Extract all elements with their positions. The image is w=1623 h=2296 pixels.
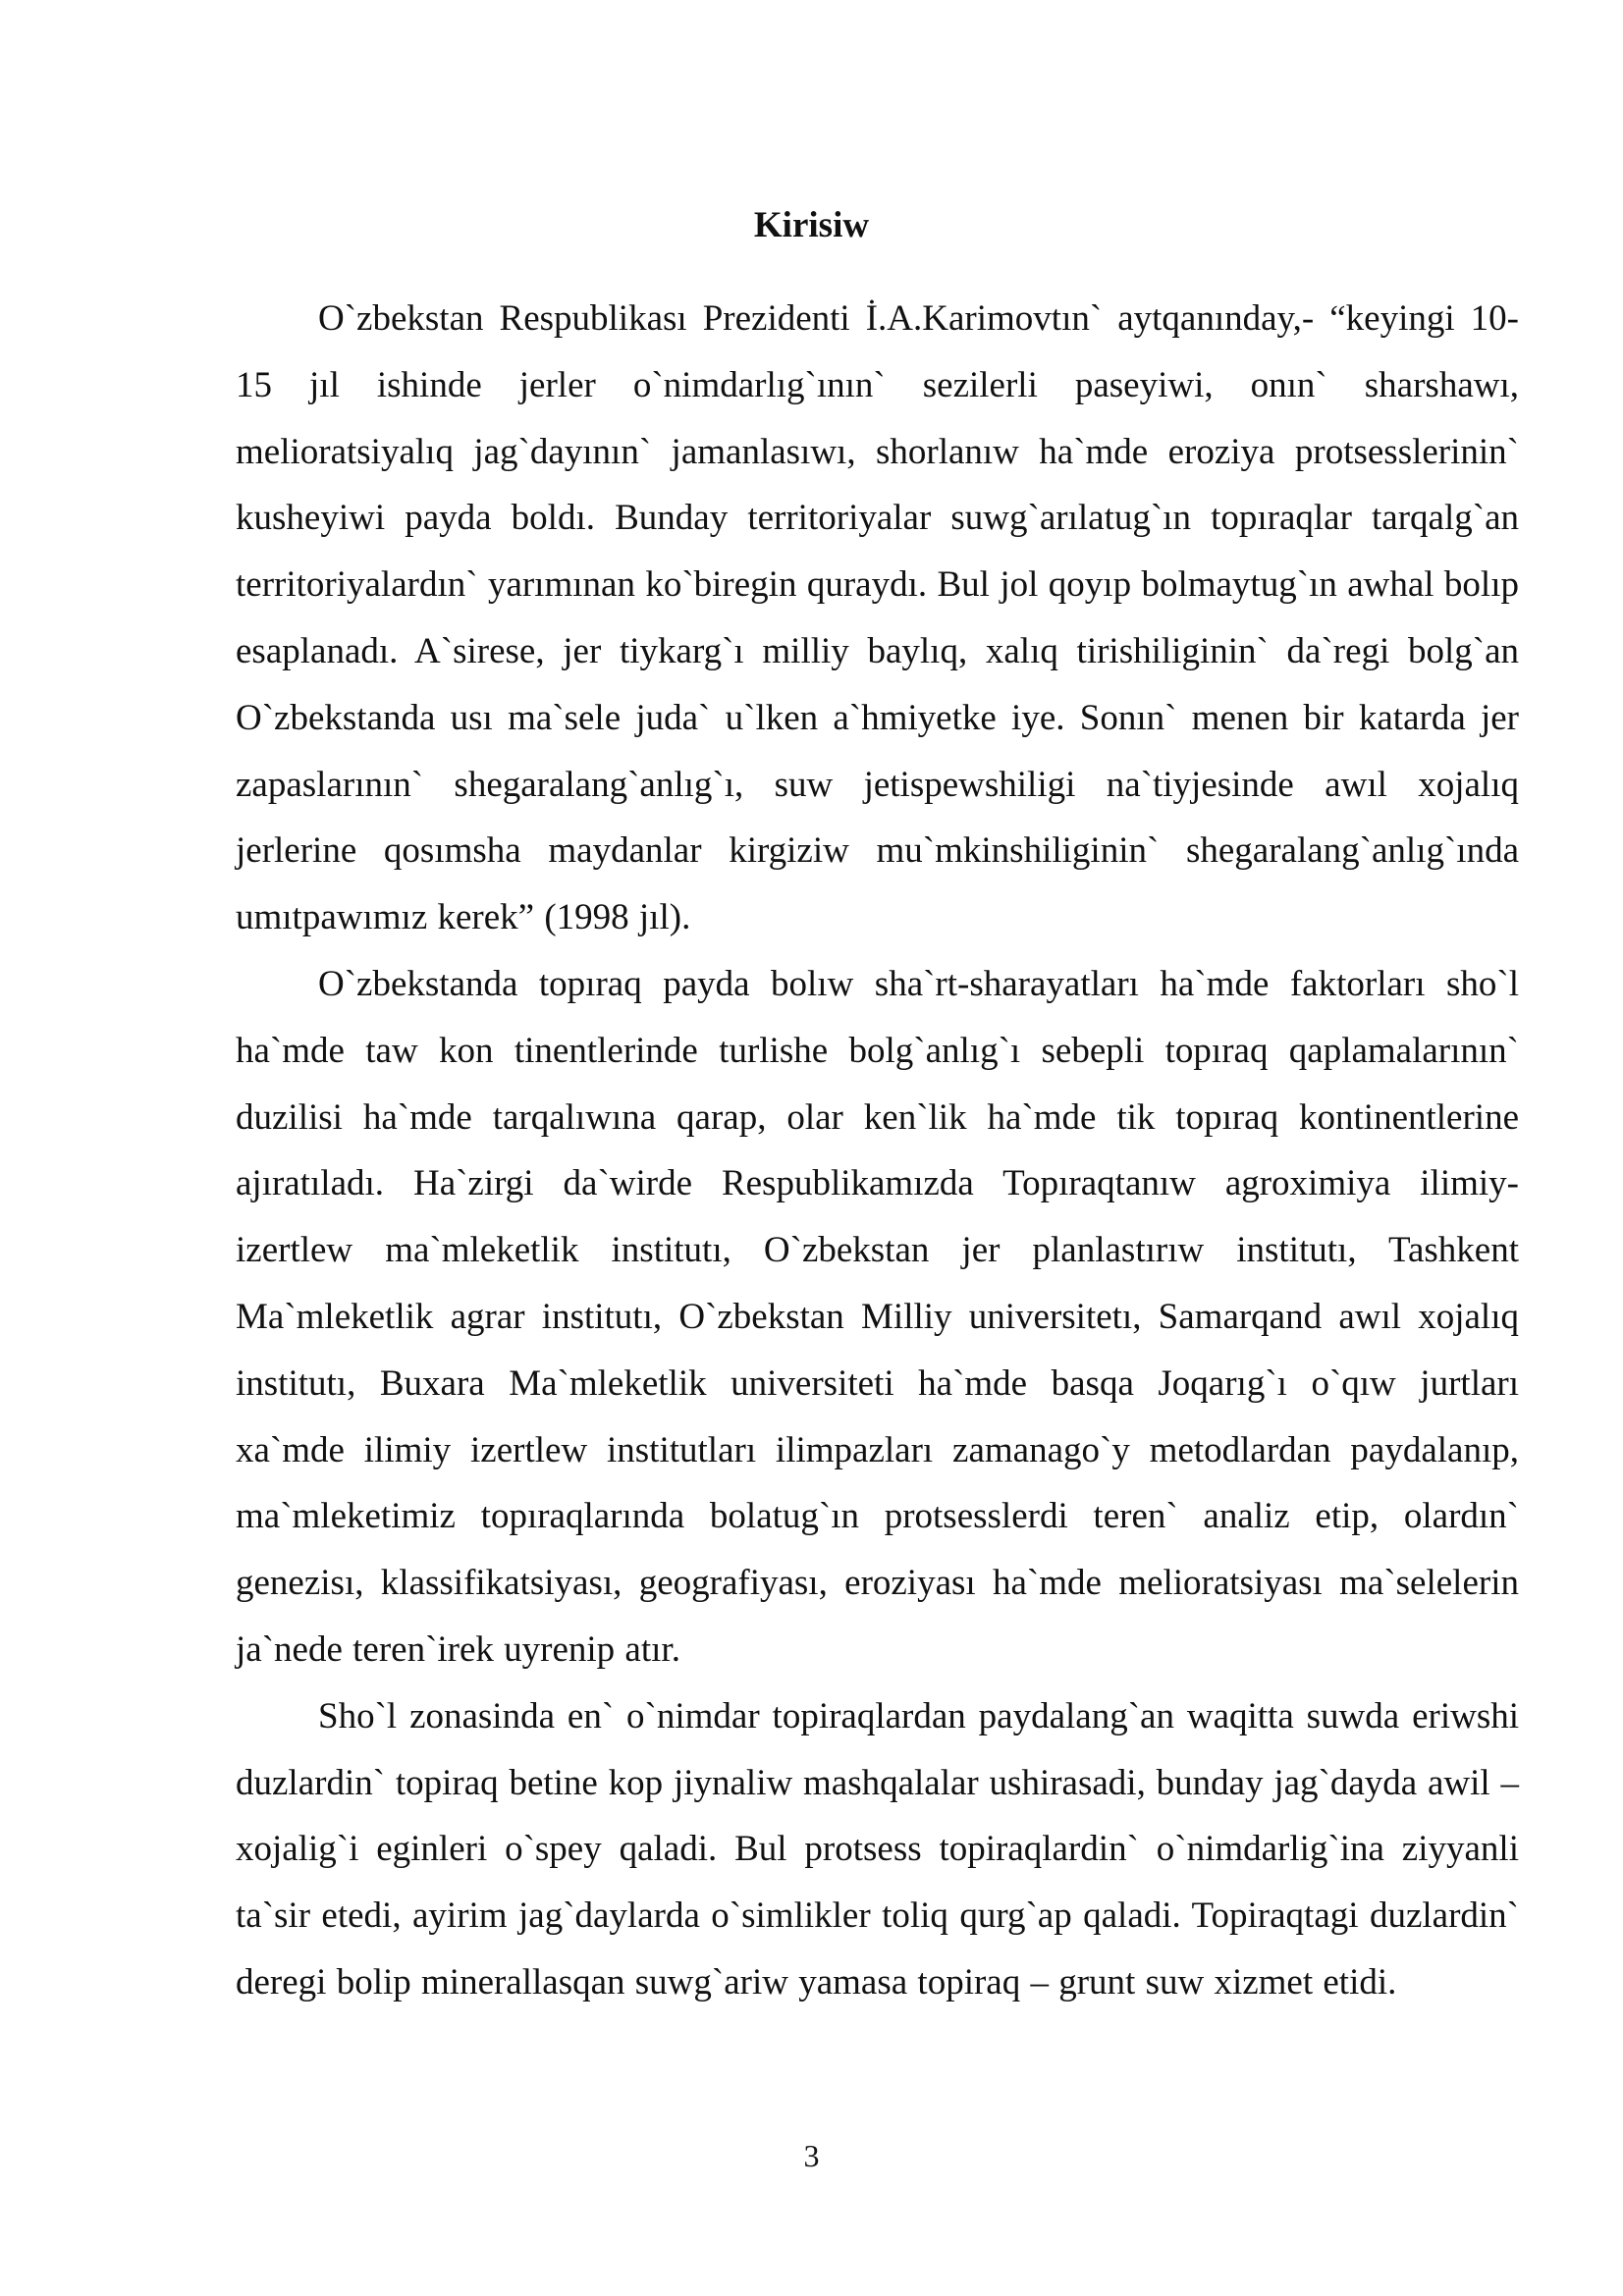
paragraph-2: O`zbekstanda topıraq payda bolıw sha`rt-sharayatları ha`mde faktorları sho`l ha`mde taw kon tinentlerinde turlishe bolg`anlıg`ı sebepli topıraq qaplamalarının` duzilisi ha`mde tarqalıwına qarap, olar ken`lik ha`mde tik topıraq kontinentlerine ajıratıladı. Ha`zirgi da`wirde Respublikamızda Topıraqtanıw agroximiya ilimiy-izertlew ma`mleketlik institutı, O`zbekstan jer planlastırıw institutı, Tashkent Ma`mleketlik agrar institutı, O`zbekstan Milliy universitetı, Samarqand awıl xojalıq institutı, Buxara Ma`mleketlik universiteti ha`mde basqa Joqarıg`ı o`qıw jurtları xa`mde ilimiy izertlew institutları ilimpazları zamanago`y metodlardan paydalanıp, ma`mleketimiz topıraqlarında bolatug`ın protsesslerdi teren` analiz etip, olardın` genezisı, klassifikatsiyası, geografiyası, eroziyası ha`mde melioratsiyası ma`selelerin ja`nede teren`irek uyrenip atır. xyxy=(236,963,1519,1670)
page-number: 3 xyxy=(803,2138,820,2173)
body-text xyxy=(236,286,1519,2016)
paragraph-3: Sho`l zonasinda en` o`nimdar topiraqlardan paydalang`an waqitta suwda eriwshi duzlardin` topiraq betine kop jiynaliw mashqalalar ushirasadi, bunday jag`dayda awil – xojalig`i eginleri o`spey qaladi. Bul protsess topiraqlardin` o`nimdarlig`ina ziyyanli ta`sir etedi, ayirim jag`daylarda o`simlikler toliq qurg`ap qaladi. Topiraqtagi duzlardin` deregi bolip minerallasqan suwg`ariw yamasa topiraq – grunt suw xizmet etidi. xyxy=(236,1695,1519,2002)
page-title: Kirisiw xyxy=(753,205,870,245)
paragraph-1: O`zbekstan Respublikası Prezidenti İ.A.Karimovtın` aytqanınday,- “keyingi 10-15 jıl ishinde jerler o`nimdarlıg`ının` sezilerli paseyiwi, onın` sharshawı, melioratsiyalıq jag`dayının` jamanlasıwı, shorlanıw ha`mde eroziya protsesslerinin` kusheyiwi payda boldı. Bunday territoriyalar suwg`arılatug`ın topıraqlar tarqalg`an territoriyalardın` yarımınan ko`biregin quraydı. Bul jol qoyıp bolmaytug`ın awhal bolıp esaplanadı. A`sirese, jer tiykarg`ı milliy baylıq, xalıq tirishiliginin` da`regi bolg`an O`zbekstanda usı ma`sele juda` u`lken a`hmiyetke iye. Sonın` menen bir katarda jer zapaslarının` shegaralang`anlıg`ı, suw jetispewshiligi na`tiyjesinde awıl xojalıq jerlerine qosımsha maydanlar kirgiziw mu`mkinshiliginin` shegaralang`anlıg`ında umıtpawımız kerek” (1998 jıl). xyxy=(236,298,1519,938)
